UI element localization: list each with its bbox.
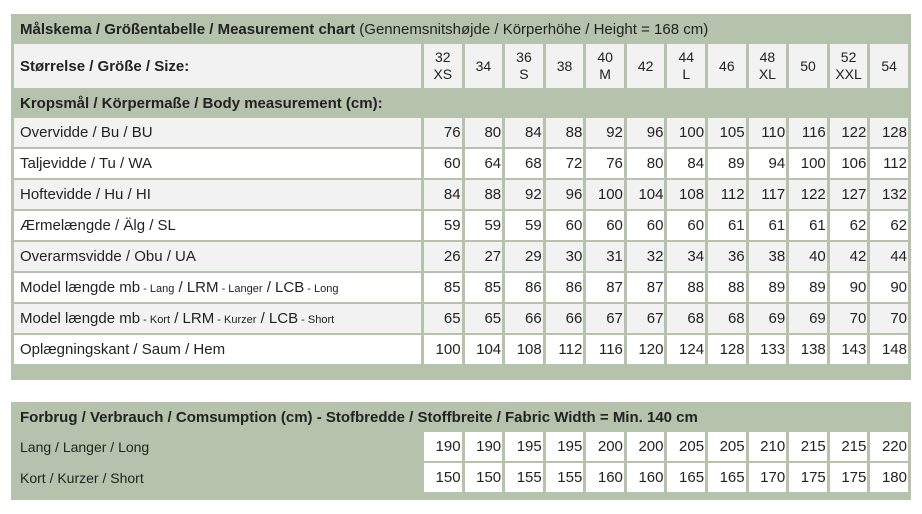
table-cell: 205 xyxy=(708,432,746,461)
table-cell: 138 xyxy=(789,335,827,364)
table-row xyxy=(14,273,908,302)
table-cell: 122 xyxy=(789,180,827,209)
table-row xyxy=(14,242,908,271)
table-cell: 62 xyxy=(870,211,908,240)
row-label xyxy=(14,304,421,333)
table-cell: 148 xyxy=(870,335,908,364)
row-label-part: / LCB xyxy=(262,279,305,296)
table-cell: 66 xyxy=(505,304,543,333)
table-cell: 60 xyxy=(546,211,584,240)
table-cell: 128 xyxy=(870,118,908,147)
row-label-part: Model længde mb xyxy=(20,279,141,296)
table-cell: 165 xyxy=(667,463,705,492)
row-label: Ærmelængde / Älg / SL xyxy=(14,211,421,240)
table-cell: 132 xyxy=(870,180,908,209)
size-number: 40 xyxy=(597,49,613,65)
table-cell: 87 xyxy=(586,273,624,302)
consumption-table xyxy=(11,402,911,494)
size-cell xyxy=(667,44,705,88)
table-row xyxy=(14,118,908,147)
table-cell: 195 xyxy=(505,432,543,461)
row-label-part: - Long xyxy=(304,283,339,295)
size-number: 54 xyxy=(881,57,897,74)
table-cell: 90 xyxy=(830,273,868,302)
table-cell: 86 xyxy=(546,273,584,302)
table-cell: 64 xyxy=(465,149,503,178)
table-cell: 104 xyxy=(465,335,503,364)
body-measurement-heading: Kropsmål / Körpermaße / Body measurement (cm): xyxy=(20,94,383,112)
table-cell: 65 xyxy=(424,304,462,333)
table-cell: 61 xyxy=(708,211,746,240)
size-letter: XS xyxy=(433,66,453,82)
table-cell: 62 xyxy=(830,211,868,240)
table-cell: 108 xyxy=(667,180,705,209)
size-label: Størrelse / Größe / Size: xyxy=(14,44,421,88)
table-cell: 200 xyxy=(627,432,665,461)
size-number: 46 xyxy=(719,57,735,74)
table-cell: 122 xyxy=(830,118,868,147)
table-cell: 90 xyxy=(870,273,908,302)
size-number: 34 xyxy=(475,57,492,74)
table-cell: 92 xyxy=(586,118,624,147)
table-cell: 32 xyxy=(627,242,665,271)
row-label xyxy=(14,273,421,302)
table-cell: 87 xyxy=(627,273,665,302)
table-cell: 60 xyxy=(586,211,624,240)
row-label: Lang / Langer / Long xyxy=(14,432,421,461)
table-cell: 170 xyxy=(749,463,787,492)
measurement-table xyxy=(11,14,911,366)
size-letter: S xyxy=(519,66,529,82)
table-cell: 220 xyxy=(870,432,908,461)
size-number: 42 xyxy=(637,57,654,74)
size-number: 48 xyxy=(759,49,776,65)
table-cell: 44 xyxy=(870,242,908,271)
measurement-chart-panel xyxy=(11,14,911,380)
table-cell: 96 xyxy=(546,180,584,209)
table-cell: 38 xyxy=(749,242,787,271)
row-label: Taljevidde / Tu / WA xyxy=(14,149,421,178)
table-cell: 36 xyxy=(708,242,746,271)
table-cell: 112 xyxy=(546,335,584,364)
table-cell: 65 xyxy=(465,304,503,333)
size-number: 44 xyxy=(678,49,695,65)
table-cell: 165 xyxy=(708,463,746,492)
table-cell: 88 xyxy=(667,273,705,302)
table-cell: 160 xyxy=(627,463,665,492)
table-cell: 112 xyxy=(708,180,746,209)
table-cell: 76 xyxy=(424,118,462,147)
row-label: Overvidde / Bu / BU xyxy=(14,118,421,147)
size-letter: M xyxy=(599,66,611,82)
table-cell: 59 xyxy=(465,211,503,240)
size-number: 50 xyxy=(800,57,816,74)
table-row xyxy=(14,180,908,209)
table-cell: 195 xyxy=(546,432,584,461)
table-cell: 210 xyxy=(749,432,787,461)
table-cell: 100 xyxy=(424,335,462,364)
row-label: Hoftevidde / Hu / HI xyxy=(14,180,421,209)
size-cell xyxy=(465,44,503,88)
table-cell: 116 xyxy=(789,118,827,147)
table-cell: 150 xyxy=(465,463,503,492)
row-label-part: / LCB xyxy=(256,310,299,327)
table-cell: 155 xyxy=(505,463,543,492)
table-cell: 124 xyxy=(667,335,705,364)
table-cell: 29 xyxy=(505,242,543,271)
size-cell xyxy=(586,44,624,88)
table-cell: 84 xyxy=(505,118,543,147)
chart-title xyxy=(14,16,908,42)
table-cell: 155 xyxy=(546,463,584,492)
table-cell: 60 xyxy=(627,211,665,240)
table-cell: 86 xyxy=(505,273,543,302)
table-cell: 108 xyxy=(505,335,543,364)
table-cell: 85 xyxy=(424,273,462,302)
table-cell: 69 xyxy=(789,304,827,333)
size-header-row xyxy=(14,44,908,88)
size-cell xyxy=(627,44,665,88)
table-cell: 72 xyxy=(546,149,584,178)
table-row xyxy=(14,149,908,178)
chart-title-subtitle: (Gennemsnitshøjde / Körperhöhe / Height = 168 cm) xyxy=(359,20,709,38)
size-cell xyxy=(546,44,584,88)
chart-title-bold: Målskema / Größentabelle / Measurement chart xyxy=(20,20,356,38)
table-cell: 61 xyxy=(789,211,827,240)
table-cell: 117 xyxy=(749,180,787,209)
table-cell: 88 xyxy=(546,118,584,147)
table-cell: 68 xyxy=(667,304,705,333)
table-row xyxy=(14,335,908,364)
table-cell: 34 xyxy=(667,242,705,271)
table-cell: 105 xyxy=(708,118,746,147)
row-label-part: - Langer xyxy=(218,283,263,295)
row-label-part: - Short xyxy=(298,314,335,326)
table-cell: 85 xyxy=(465,273,503,302)
table-cell: 66 xyxy=(546,304,584,333)
size-cell xyxy=(505,44,543,88)
row-label-part: / LRM xyxy=(170,310,215,327)
table-cell: 70 xyxy=(830,304,868,333)
consumption-panel xyxy=(11,402,911,500)
size-number: 36 xyxy=(516,49,532,65)
table-cell: 128 xyxy=(708,335,746,364)
size-letter: XXL xyxy=(835,66,862,82)
table-cell: 88 xyxy=(465,180,503,209)
row-label-part: / LRM xyxy=(174,279,219,296)
table-cell: 27 xyxy=(465,242,503,271)
size-letter: XL xyxy=(758,66,776,82)
size-cell xyxy=(424,44,462,88)
row-label-part: - Lang xyxy=(140,283,175,295)
table-row xyxy=(14,211,908,240)
table-cell: 67 xyxy=(627,304,665,333)
table-cell: 175 xyxy=(789,463,827,492)
table-cell: 190 xyxy=(465,432,503,461)
table-cell: 80 xyxy=(465,118,503,147)
table-cell: 116 xyxy=(586,335,624,364)
table-cell: 215 xyxy=(789,432,827,461)
table-cell: 127 xyxy=(830,180,868,209)
table-cell: 94 xyxy=(749,149,787,178)
table-cell: 110 xyxy=(749,118,787,147)
size-cell xyxy=(749,44,787,88)
row-label: Overarmsvidde / Obu / UA xyxy=(14,242,421,271)
table-cell: 60 xyxy=(667,211,705,240)
consumption-title: Forbrug / Verbrauch / Comsumption (cm) - Stofbredde / Stoffbreite / Fabric Width = Min. 140 cm xyxy=(20,408,698,426)
table-cell: 120 xyxy=(627,335,665,364)
table-row xyxy=(14,463,908,492)
row-label-part: Model længde mb xyxy=(20,310,141,327)
table-cell: 104 xyxy=(627,180,665,209)
table-cell: 100 xyxy=(586,180,624,209)
table-cell: 106 xyxy=(830,149,868,178)
size-number: 52 xyxy=(840,49,857,65)
table-cell: 89 xyxy=(708,149,746,178)
table-cell: 31 xyxy=(586,242,624,271)
table-cell: 76 xyxy=(586,149,624,178)
table-cell: 89 xyxy=(789,273,827,302)
table-cell: 84 xyxy=(424,180,462,209)
size-cell xyxy=(708,44,746,88)
row-label-part: - Kurzer xyxy=(214,314,257,326)
table-cell: 180 xyxy=(870,463,908,492)
table-cell: 96 xyxy=(627,118,665,147)
size-letter: L xyxy=(682,66,691,82)
table-cell: 143 xyxy=(830,335,868,364)
row-label-part: - Kort xyxy=(140,314,171,326)
table-cell: 205 xyxy=(667,432,705,461)
table-cell: 88 xyxy=(708,273,746,302)
size-cell xyxy=(789,44,827,88)
table-cell: 40 xyxy=(789,242,827,271)
table-cell: 84 xyxy=(667,149,705,178)
table-cell: 67 xyxy=(586,304,624,333)
table-cell: 59 xyxy=(424,211,462,240)
table-cell: 59 xyxy=(505,211,543,240)
table-row xyxy=(14,432,908,461)
table-cell: 68 xyxy=(505,149,543,178)
table-cell: 42 xyxy=(830,242,868,271)
table-cell: 175 xyxy=(830,463,868,492)
table-cell: 112 xyxy=(870,149,908,178)
table-cell: 133 xyxy=(749,335,787,364)
table-cell: 69 xyxy=(749,304,787,333)
table-cell: 26 xyxy=(424,242,462,271)
table-cell: 68 xyxy=(708,304,746,333)
size-number: 38 xyxy=(556,57,573,74)
table-cell: 60 xyxy=(424,149,462,178)
table-cell: 80 xyxy=(627,149,665,178)
table-cell: 70 xyxy=(870,304,908,333)
table-cell: 200 xyxy=(586,432,624,461)
table-cell: 92 xyxy=(505,180,543,209)
table-cell: 100 xyxy=(667,118,705,147)
table-cell: 215 xyxy=(830,432,868,461)
size-number: 32 xyxy=(435,49,451,65)
table-cell: 30 xyxy=(546,242,584,271)
table-cell: 160 xyxy=(586,463,624,492)
size-cell xyxy=(830,44,868,88)
table-row xyxy=(14,304,908,333)
row-label: Kort / Kurzer / Short xyxy=(14,463,421,492)
table-cell: 89 xyxy=(749,273,787,302)
table-cell: 100 xyxy=(789,149,827,178)
size-cell xyxy=(870,44,908,88)
table-cell: 190 xyxy=(424,432,462,461)
table-cell: 150 xyxy=(424,463,462,492)
table-cell: 61 xyxy=(749,211,787,240)
row-label: Oplægningskant / Saum / Hem xyxy=(14,335,421,364)
